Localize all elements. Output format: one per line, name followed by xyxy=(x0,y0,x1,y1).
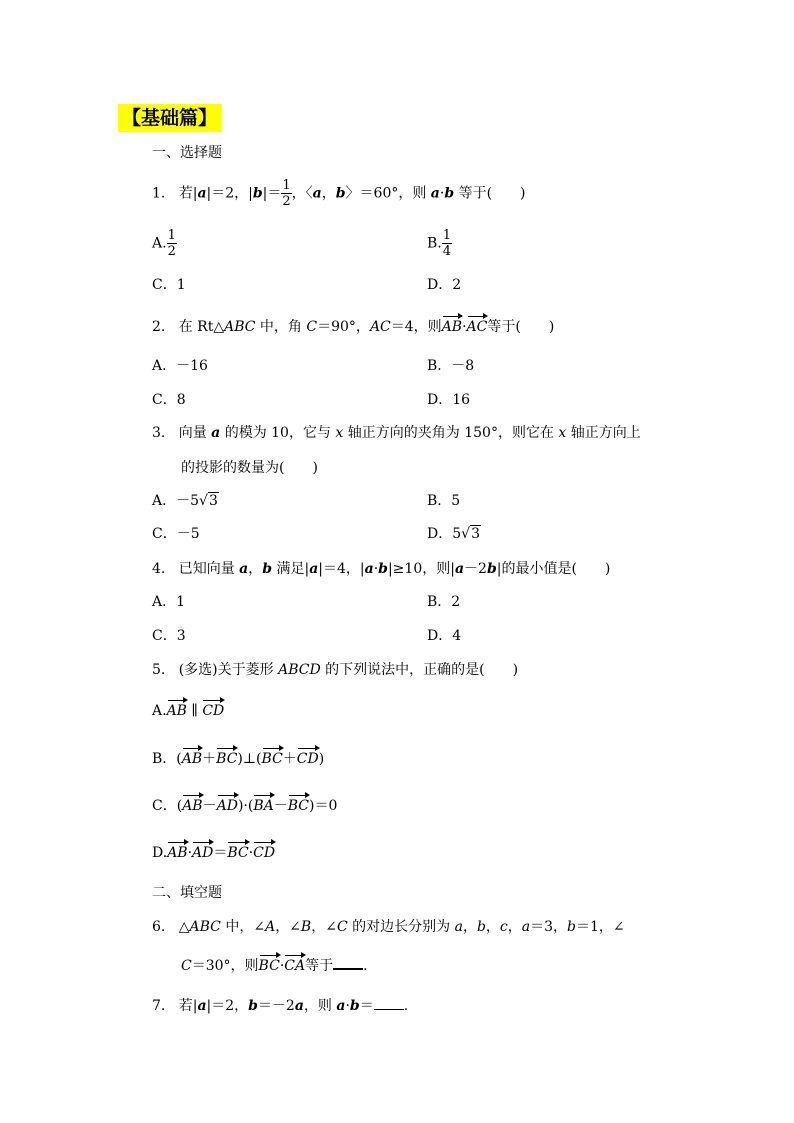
q5-option-d: D.AB·AD＝BC·CD xyxy=(152,838,275,862)
q2-option-c: C．8 xyxy=(152,392,186,408)
question-3-line-1: 3. 向量 a 的模为 10，它与 x 轴正方向的夹角为 150°，则它在 x 轴正方向上 xyxy=(152,425,641,441)
question-4: 4. 已知向量 a，b 满足|a|＝4，|a·b|≥10，则|a－2b|的最小值是( ) xyxy=(152,561,611,577)
q1-option-d: D．2 xyxy=(427,277,462,293)
question-7: 7. 若|a|＝2，b＝－2a，则 a·b＝ . xyxy=(152,998,409,1014)
q5-option-c: C．(AB－AD)·(BA－BC)＝0 xyxy=(152,791,337,815)
q5-option-a: A.AB ∥ CD xyxy=(152,696,224,720)
q3-option-d: D．5√3 xyxy=(427,526,480,542)
answer-blank-6[interactable] xyxy=(333,968,363,970)
q1-option-c: C．1 xyxy=(152,277,186,293)
q5-option-b: B．(AB＋BC)⊥(BC＋CD) xyxy=(152,744,324,768)
q3-option-a: A．－5√3 xyxy=(152,493,218,509)
question-1: 1. 若|a|＝2，|b|＝ $\frac{1}{2}$ ，〈a，b〉＝60°，则 a·b 等于( ) xyxy=(152,178,526,209)
q2-option-a: A．－16 xyxy=(152,358,208,374)
q1-option-a: A. $\frac{1}{2}$ xyxy=(152,228,176,259)
q3-option-b: B．5 xyxy=(427,493,461,509)
q3-option-c: C．－5 xyxy=(152,526,200,542)
q1-option-b: B. $\frac{1}{4}$ xyxy=(427,228,452,259)
section-title-choice: 一、选择题 xyxy=(152,145,222,161)
question-2: 2. 在 Rt△ABC 中，角 C＝90°，AC＝4，则AB·AC等于( ) xyxy=(152,312,554,336)
q2-option-d: D．16 xyxy=(427,392,471,408)
answer-blank-7[interactable] xyxy=(374,1009,404,1010)
question-3-line-2: 的投影的数量为( ) xyxy=(181,460,318,476)
section-header-basic: 【基础篇】 xyxy=(118,104,221,132)
q4-option-d: D．4 xyxy=(427,628,462,644)
q2-option-b: B．－8 xyxy=(427,358,475,374)
question-6-line-2: C＝30°，则BC·CA等于 . xyxy=(181,951,368,975)
question-6-line-1: 6. △ABC 中，∠A，∠B，∠C 的对边长分别为 a，b，c，a＝3，b＝1，∠ xyxy=(152,919,625,935)
question-5: 5. (多选)关于菱形 ABCD 的下列说法中，正确的是( ) xyxy=(152,662,519,678)
q4-option-b: B．2 xyxy=(427,594,461,610)
q4-option-a: A．1 xyxy=(152,594,186,610)
section-title-fill: 二、填空题 xyxy=(152,885,222,901)
q4-option-c: C．3 xyxy=(152,628,186,644)
